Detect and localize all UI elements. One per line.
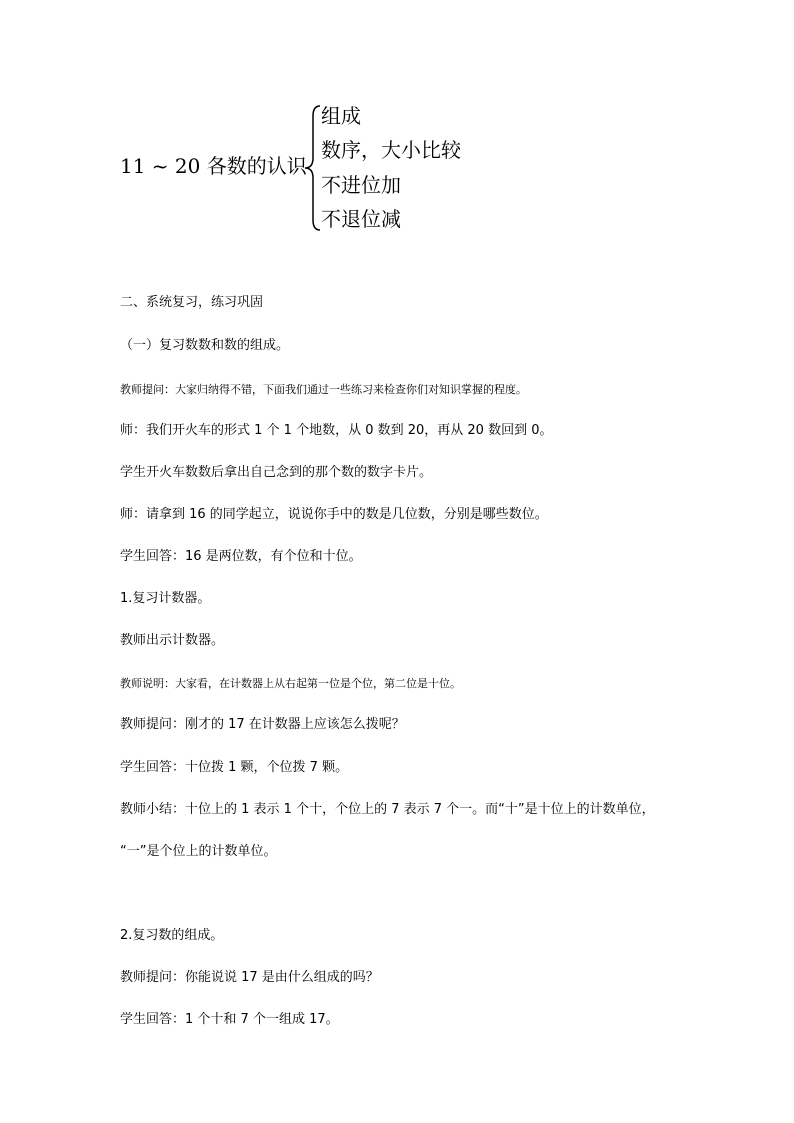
branch-subtraction: 不退位减 (321, 207, 401, 231)
branch-composition: 组成 (321, 104, 361, 128)
branch-addition: 不进位加 (321, 173, 401, 197)
paragraph: 学生回答：1 个十和 7 个一组成 17。 (120, 1012, 339, 1027)
branch-order-compare: 数序，大小比较 (321, 138, 461, 162)
paragraph: 教师提问：你能说说 17 是由什么组成的吗？ (120, 970, 379, 985)
knowledge-structure-diagram (0, 0, 794, 250)
subsection-title: （一）复习数数和数的组成。 (120, 338, 290, 353)
paragraph: 师：请拿到 16 的同学起立，说说你手中的数是几位数，分别是哪些数位。 (120, 507, 548, 522)
paragraph: 学生回答：16 是两位数，有个位和十位。 (120, 549, 362, 564)
left-brace (300, 104, 322, 232)
topic-label: 11 ~ 20 各数的认识 (120, 154, 307, 178)
paragraph: 教师提问：大家归纳得不错，下面我们通过一些练习来检查你们对知识掌握的程度。 (120, 383, 527, 396)
paragraph: 学生回答：十位拨 1 颗，个位拨 7 颗。 (120, 760, 349, 775)
paragraph: 教师小结：十位上的 1 表示 1 个十，个位上的 7 表示 7 个一。而“十”是十位上的计数单位， (120, 802, 655, 817)
paragraph: 学生开火车数数后拿出自己念到的那个数的数字卡片。 (120, 465, 433, 480)
paragraph: 教师出示计数器。 (120, 633, 225, 648)
list-item-heading: 2.复习数的组成。 (120, 928, 224, 943)
list-item-heading: 1.复习计数器。 (120, 591, 211, 606)
paragraph: 教师说明：大家看，在计数器上从右起第一位是个位，第二位是十位。 (120, 677, 461, 690)
paragraph: 师：我们开火车的形式 1 个 1 个地数，从 0 数到 20，再从 20 数回到 0。 (120, 423, 553, 438)
section-title: 二、系统复习，练习巩固 (120, 295, 264, 310)
paragraph: “一”是个位上的计数单位。 (120, 844, 277, 859)
paragraph: 教师提问：刚才的 17 在计数器上应该怎么拨呢？ (120, 717, 405, 732)
